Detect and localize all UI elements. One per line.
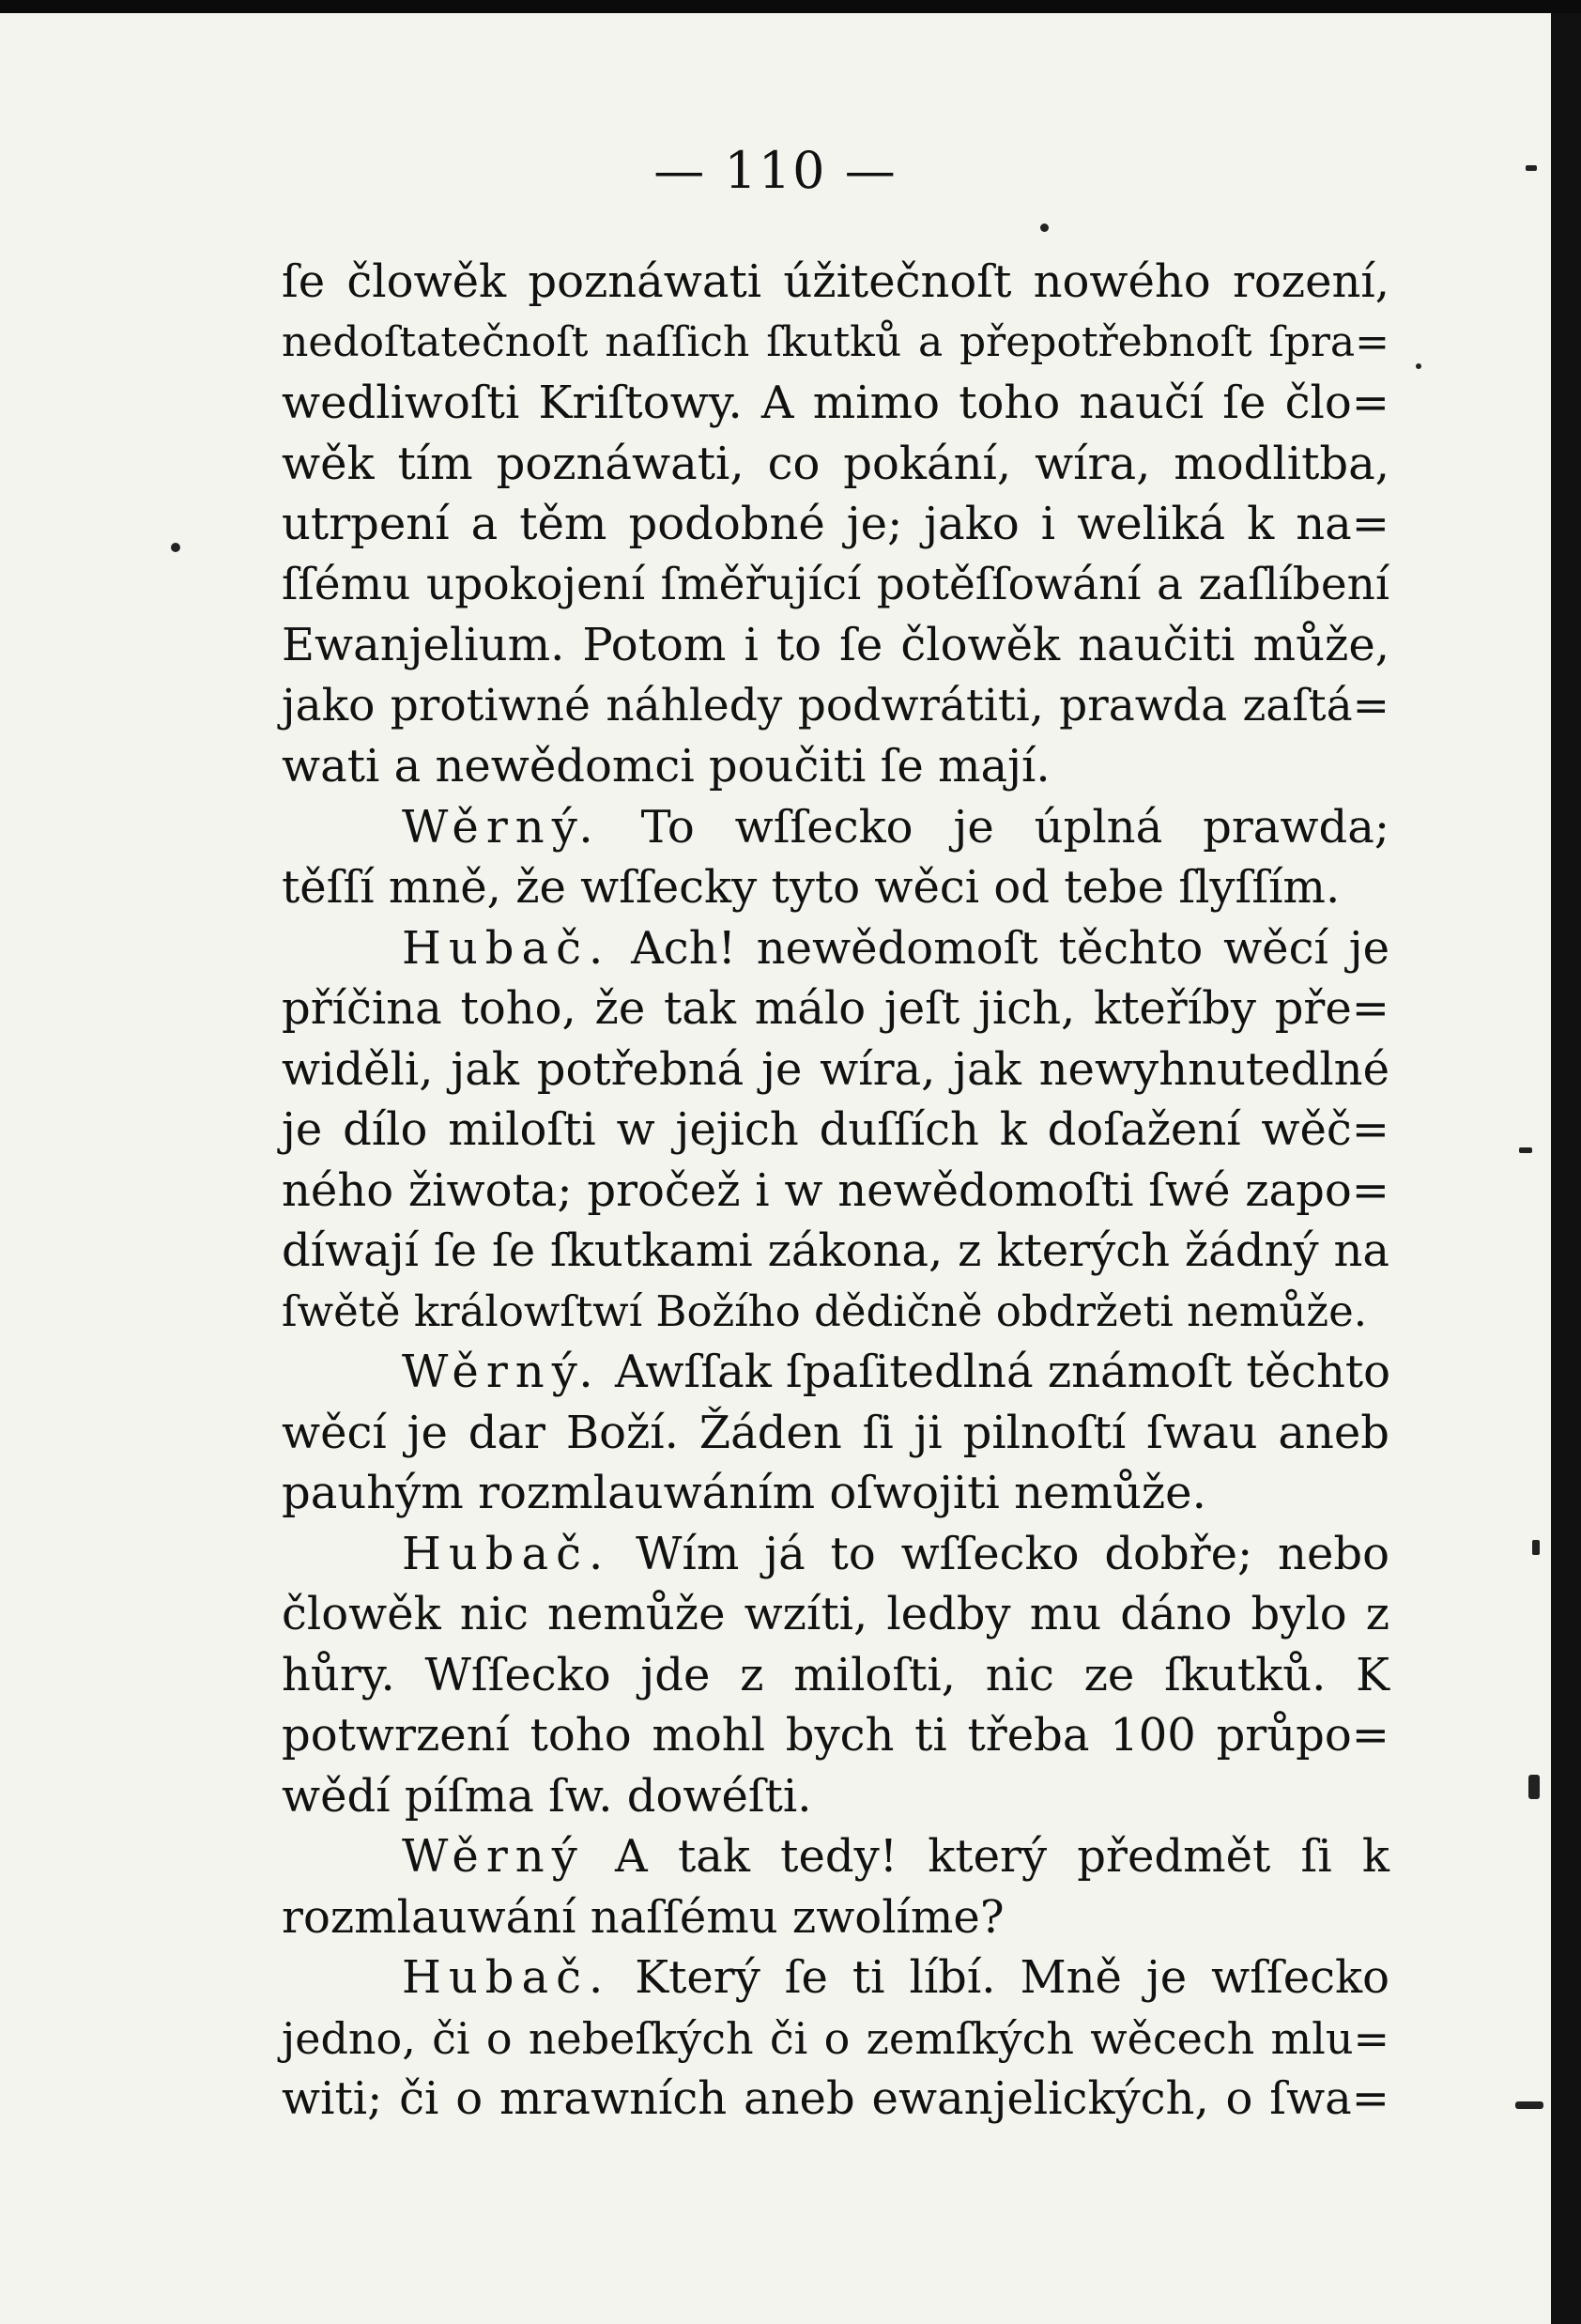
- line-text: pauhým rozmlauwáním oſwojiti nemůže.: [282, 1467, 1206, 1519]
- line-text: utrpení a těm podobné je; jako i weliká k na=: [282, 498, 1389, 550]
- line-text: rozmlauwání naſſému zwolíme?: [282, 1890, 1005, 1944]
- ink-speck: [1416, 363, 1421, 369]
- text-line: [282, 1645, 1389, 1706]
- speaker-name: Wěrný.: [402, 1346, 601, 1398]
- line-text: wědí píſma ſw. dowéſti.: [282, 1769, 812, 1823]
- text-line: [282, 1524, 1389, 1585]
- text-line: [282, 313, 1389, 374]
- text-line: [282, 252, 1389, 313]
- line-text: člowěk nic nemůže wzíti, ledby mu dáno bylo z: [282, 1588, 1389, 1640]
- text-line: [282, 857, 1389, 918]
- page-number: — 110 —: [653, 141, 898, 200]
- ink-speck: [1040, 223, 1049, 232]
- line-text: wati a newědomci poučiti ſe mají.: [282, 740, 1051, 793]
- text-line: [282, 978, 1389, 1039]
- text-line: [282, 1282, 1389, 1343]
- ink-speck: [1526, 165, 1537, 171]
- text-line: [282, 1161, 1389, 1222]
- text-line: [282, 918, 1389, 979]
- line-text: To wſſecko je úplná prawda;: [640, 800, 1389, 854]
- line-text: Ewanjelium. Potom i to ſe člowěk naučiti může,: [282, 619, 1389, 671]
- text-line: [282, 736, 1389, 797]
- line-text: díwají ſe ſe ſkutkami zákona, z kterých žádný na: [282, 1224, 1389, 1277]
- line-text: Který ſe ti líbí. Mně je wſſecko: [635, 1951, 1389, 2004]
- text-line: [282, 2069, 1389, 2130]
- line-text: wěcí je dar Boží. Žáden ſi ji pilnoſtí ſwau aneb: [282, 1406, 1389, 1459]
- text-line: [282, 797, 1389, 858]
- text-line: [282, 1947, 1389, 2008]
- text-line: [282, 1584, 1389, 1645]
- text-line: [282, 1826, 1389, 1887]
- text-line: [282, 1342, 1389, 1403]
- text-line: [282, 615, 1389, 676]
- line-text: Ach! newědomoſt těchto wěcí je: [631, 921, 1389, 975]
- text-line: [282, 1887, 1389, 1948]
- page-edge: [1551, 0, 1581, 2324]
- text-line: [282, 555, 1389, 616]
- line-text: ſwětě králowſtwí Božího dědičně obdržeti nemůže.: [282, 1285, 1368, 1336]
- text-line: [282, 434, 1389, 495]
- text-line: [282, 676, 1389, 737]
- ink-speck: [1519, 1147, 1532, 1153]
- text-line: [282, 1766, 1389, 1827]
- speaker-name: Hubač.: [402, 921, 611, 975]
- text-line: [282, 2008, 1389, 2070]
- ink-speck: [171, 543, 180, 552]
- text-line: [282, 1403, 1389, 1464]
- scan-border: [0, 0, 1581, 13]
- line-text: jedno, či o nebeſkých či o zemſkých wěcech mlu=: [282, 2012, 1389, 2064]
- line-text: nedoſtatečnoſt naſſich ſkutků a přepotřebnoſt ſpra=: [282, 317, 1389, 366]
- line-text: witi; či o mrawních aneb ewanjelických, o ſwa=: [282, 2072, 1389, 2125]
- line-text: ſe člowěk poznáwati úžitečnoſt nowého rození,: [282, 255, 1389, 308]
- text-line: [282, 494, 1389, 555]
- text-line: [282, 1221, 1389, 1282]
- line-text: A tak tedy! který předmět ſi k: [615, 1830, 1389, 1883]
- text-line: [282, 1039, 1389, 1100]
- line-text: Awſſak ſpaſitedlná známoſt těchto: [614, 1346, 1391, 1398]
- line-text: těſſí mně, že wſſecky tyto wěci od tebe ſlyſſím.: [282, 861, 1341, 914]
- text-line: [282, 1705, 1389, 1766]
- line-text: příčina toho, že tak málo jeſt jich, kteříby pře=: [282, 982, 1389, 1035]
- line-text: wedliwoſti Kriſtowy. A mimo toho naučí ſe člo=: [282, 377, 1389, 429]
- line-text: je dílo miloſti w jejich duſſích k doſažení wěč=: [282, 1103, 1389, 1156]
- text-line: [282, 1100, 1389, 1161]
- text-line: [282, 1463, 1389, 1524]
- line-text: ného žiwota; pročež i w newědomoſti ſwé zapo=: [282, 1163, 1389, 1217]
- speaker-name: Hubač.: [402, 1951, 611, 2004]
- speaker-name: Wěrný: [402, 1830, 585, 1883]
- ink-speck: [1532, 1540, 1540, 1555]
- line-text: potwrzení toho mohl bych ti třeba 100 průpo=: [282, 1709, 1389, 1762]
- speaker-name: Wěrný.: [402, 800, 601, 854]
- line-text: widěli, jak potřebná je wíra, jak newyhnutedlné: [282, 1042, 1389, 1096]
- text-line: [282, 373, 1389, 434]
- body-text: [282, 252, 1389, 2130]
- speaker-name: Hubač.: [402, 1527, 611, 1580]
- line-text: jako protiwné náhledy podwrátiti, prawda zaſtá=: [282, 679, 1389, 731]
- ink-speck: [1515, 2101, 1543, 2109]
- line-text: ſſému upokojení ſměřující potěſſowání a zaſlíbení: [282, 558, 1389, 610]
- line-text: Wím já to wſſecko dobře; nebo: [636, 1527, 1389, 1580]
- line-text: wěk tím poznáwati, co pokání, wíra, modlitba,: [282, 437, 1389, 490]
- line-text: hůry. Wſſecko jde z miloſti, nic ze ſkutků. K: [282, 1648, 1389, 1701]
- ink-speck: [1528, 1775, 1540, 1799]
